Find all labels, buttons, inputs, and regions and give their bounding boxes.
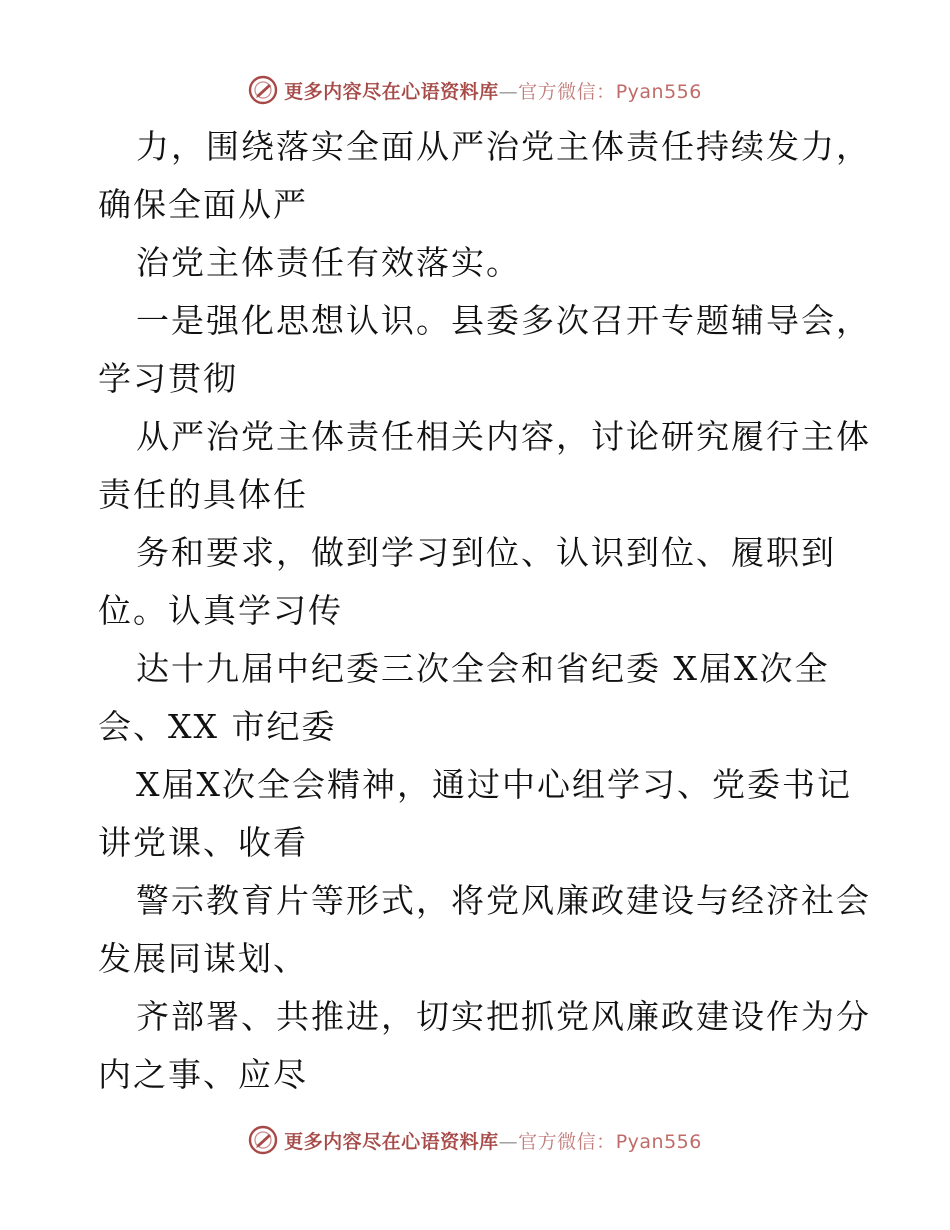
paragraph-line: 确保全面从严 <box>98 185 308 224</box>
paragraph-line: 学习贯彻 <box>98 359 238 398</box>
footer-separator: — <box>498 1130 519 1153</box>
header-brand-main: 更多内容尽在心语资料库 <box>284 80 499 103</box>
header-brand <box>284 77 702 104</box>
header-banner <box>0 73 950 107</box>
footer-brand-sub: 官方微信： <box>518 1130 616 1153</box>
footer-brand-id: Pyan556 <box>615 1130 702 1153</box>
paragraph <box>98 292 871 408</box>
paragraph-line: 警示教育片等形式，将党风廉政建设与经济社会 <box>136 881 871 920</box>
paragraph-line: 讲党课、收看 <box>98 823 308 862</box>
document-body <box>98 118 871 1104</box>
paragraph <box>98 872 871 988</box>
header-separator: — <box>498 80 519 103</box>
paragraph <box>98 988 871 1104</box>
paragraph-line: 务和要求，做到学习到位、认识到位、履职到 <box>136 533 836 572</box>
paragraph-line: 一是强化思想认识。县委多次召开专题辅导会， <box>136 301 871 340</box>
paragraph-line: 会、XX 市纪委 <box>98 707 337 746</box>
paragraph <box>98 234 868 292</box>
paragraph <box>98 640 868 756</box>
paragraph-line: 内之事、应尽 <box>98 1055 308 1094</box>
paragraph-line: 治党主体责任有效落实。 <box>136 243 521 282</box>
paragraph-line: X届X次全会精神，通过中心组学习、党委书记 <box>136 765 852 804</box>
header-brand-sub: 官方微信： <box>518 80 616 103</box>
header-brand-id: Pyan556 <box>615 80 702 103</box>
paragraph-line: 力，围绕落实全面从严治党主体责任持续发力， <box>136 127 871 166</box>
footer-banner <box>0 1123 950 1157</box>
stamp-logo-icon <box>248 75 278 105</box>
footer-brand <box>284 1127 702 1154</box>
stamp-logo-icon <box>248 1125 278 1155</box>
paragraph <box>98 524 868 640</box>
paragraph-line: 齐部署、共推进，切实把抓党风廉政建设作为分 <box>136 997 871 1036</box>
paragraph-line: 发展同谋划、 <box>98 939 308 978</box>
paragraph-line: 位。认真学习传 <box>98 591 343 630</box>
paragraph <box>98 118 871 234</box>
paragraph-line: 达十九届中纪委三次全会和省纪委 X届X次全 <box>136 649 830 688</box>
paragraph <box>98 756 868 872</box>
footer-brand-main: 更多内容尽在心语资料库 <box>284 1130 499 1153</box>
paragraph-line: 责任的具体任 <box>98 475 308 514</box>
paragraph <box>98 408 871 524</box>
paragraph-line: 从严治党主体责任相关内容，讨论研究履行主体 <box>136 417 871 456</box>
